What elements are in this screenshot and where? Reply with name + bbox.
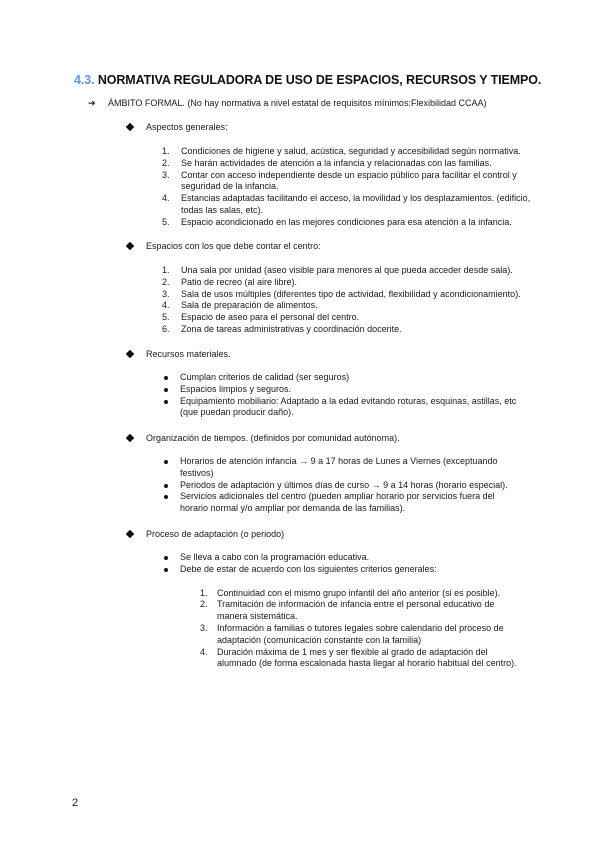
heading-number: 4.3. [74, 73, 95, 87]
list-item [162, 300, 562, 312]
section-title: Proceso de adaptación (o periodo) [146, 529, 285, 539]
list-item [163, 480, 508, 492]
item-text: Periodos de adaptación y últimos días de curso → 9 a 14 horas (horario especial). [180, 479, 508, 490]
bullet-icon [164, 376, 168, 380]
list-item [200, 599, 520, 623]
bullet-list [163, 456, 508, 515]
list-item [162, 193, 542, 217]
item-text: Horarios de atención infancia → 9 a 17 horas de Lunes a Viernes (exceptuando festivos) [180, 456, 498, 478]
numbered-list [162, 265, 562, 336]
item-text: Espacios limpios y seguros. [180, 383, 292, 394]
item-text: Cumplan criterios de calidad (ser seguros) [180, 372, 350, 382]
list-item [163, 456, 508, 480]
list-item [162, 146, 542, 158]
item-number: 6. [162, 323, 170, 334]
item-number: 4. [162, 300, 170, 311]
list-item [162, 217, 542, 229]
item-text: Una sala por unidad (aseo visible para menores al que pueda acceder desde sala). [181, 265, 513, 275]
diamond-bullet-icon [126, 530, 134, 538]
bullet-icon [164, 400, 168, 404]
item-number: 5. [162, 312, 170, 323]
list-item [162, 277, 562, 289]
bullet-icon [164, 568, 168, 572]
item-number: 1. [200, 587, 208, 598]
item-number: 5. [162, 216, 170, 227]
list-item [200, 588, 520, 600]
list-item [162, 289, 562, 301]
list-item [162, 158, 542, 170]
arrow-icon: ➔ [88, 98, 96, 108]
diamond-bullet-icon [126, 123, 134, 131]
section-aspectos-generales [126, 121, 542, 229]
criteria-list [200, 588, 520, 671]
section-proceso-adaptacion [126, 528, 518, 670]
section-title: Espacios con los que debe contar el centro: [146, 241, 321, 251]
item-text: Patio de recreo (al aire libre). [181, 276, 298, 287]
ambito-line [88, 98, 486, 109]
section-recursos-materiales [126, 348, 518, 419]
section-organizacion-tiempos [126, 432, 508, 515]
item-text: Equipamiento mobiliario: Adaptado a la edad evitando roturas, esquinas, astillas, etc (que puedan producir daño). [180, 395, 517, 418]
item-text: Sala de usos múltiples (diferentes tipo de actividad, flexibilidad y acondicionamiento). [181, 288, 521, 299]
section-title: Organización de tiempos. (definidos por comunidad autónoma). [146, 433, 400, 443]
item-text: Espacio de aseo para el personal del centro. [181, 312, 360, 323]
item-number: 2. [200, 599, 208, 610]
page-number: 2 [72, 797, 79, 809]
section-heading [74, 73, 541, 87]
list-item [162, 265, 562, 277]
list-item [162, 170, 542, 194]
item-text: Condiciones de higiene y salud, acústica, seguridad y accesibilidad según normativa. [181, 146, 521, 156]
item-text: Estancias adaptadas facilitando el acceso, la movilidad y los desplazamientos. (edificio, todas las salas, etc). [181, 193, 531, 215]
item-number: 1. [162, 265, 170, 275]
section-espacios [126, 240, 562, 336]
list-item [162, 324, 562, 336]
bullet-icon [164, 495, 168, 499]
list-item [163, 552, 518, 564]
list-item [163, 396, 518, 420]
ambito-text: ÁMBITO FORMAL. (No hay normativa a nivel estatal de requisitos mínimos:Flexibilidad CCAA) [108, 98, 487, 108]
list-item [162, 312, 562, 324]
item-text: Se lleva a cabo con la programación educativa. [180, 552, 370, 562]
list-item [163, 384, 518, 396]
diamond-bullet-icon [126, 242, 134, 250]
item-number: 1. [162, 146, 170, 156]
numbered-list [162, 146, 542, 229]
item-number: 3. [162, 288, 170, 299]
item-text: Debe de estar de acuerdo con los siguientes criterios generales: [180, 563, 437, 574]
diamond-bullet-icon [126, 434, 134, 442]
item-number: 4. [162, 193, 170, 204]
bullet-icon [164, 388, 168, 392]
list-item [200, 647, 520, 671]
item-text: Duración máxima de 1 mes y ser flexible al grado de adaptación del alumnado (de forma escalonada hasta llegar al horario habitual del centro). [217, 646, 517, 669]
item-number: 3. [200, 622, 208, 633]
item-text: Sala de preparación de alimentos. [181, 300, 318, 311]
item-text: Zona de tareas administrativas y coordinación docente. [181, 323, 402, 334]
bullet-icon [164, 460, 168, 464]
item-text: Tramitación de información de infancia entre el personal educativo de manera sistemática. [217, 599, 495, 622]
item-text: Servicios adicionales del centro (pueden ampliar horario por servicios fuera del horario normal y/o ampliar por demanda de las familias). [180, 491, 495, 514]
list-item [200, 623, 520, 647]
item-number: 2. [162, 157, 170, 168]
bullet-list [163, 372, 518, 419]
item-number: 4. [200, 646, 208, 657]
bullet-icon [164, 484, 168, 488]
item-number: 2. [162, 276, 170, 287]
diamond-bullet-icon [126, 350, 134, 358]
list-item [163, 491, 508, 515]
bullet-list [163, 552, 518, 670]
section-title: Recursos materiales. [146, 349, 231, 359]
section-title: Aspectos generales: [146, 122, 228, 132]
heading-title: NORMATIVA REGULADORA DE USO DE ESPACIOS, RECURSOS Y TIEMPO. [97, 73, 542, 87]
bullet-icon [164, 556, 168, 560]
item-text: Información a familias o tutores legales sobre calendario del proceso de adaptación (comunicación constante con la familia) [217, 622, 504, 645]
item-text: Espacio acondicionado en las mejores condiciones para esa atención a la infancia. [181, 216, 512, 227]
item-text: Continuidad con el mismo grupo infantil del año anterior (si es posible). [217, 587, 501, 598]
item-text: Contar con acceso independiente desde un espacio público para facilitar el control y seguridad de la infancia. [181, 169, 517, 192]
item-text: Se harán actividades de atención a la infancia y relacionadas con las familias. [181, 157, 492, 168]
list-item [163, 372, 518, 384]
item-number: 3. [162, 169, 170, 180]
list-item [163, 564, 518, 670]
